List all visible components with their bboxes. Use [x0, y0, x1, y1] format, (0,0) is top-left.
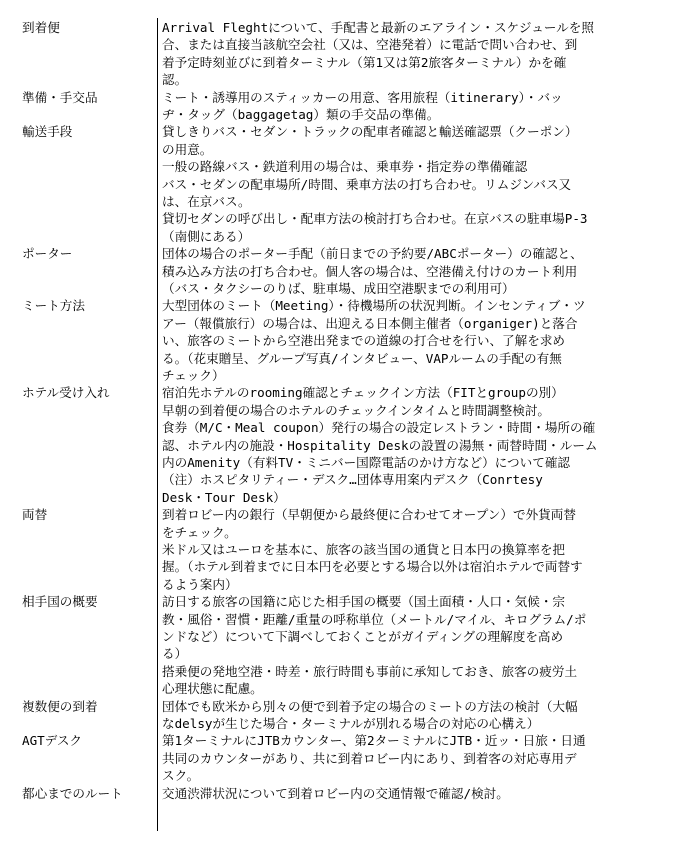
description-line: ヂ・タッグ（baggagetag）類の手交品の準備。	[162, 106, 440, 122]
item-label: 相手国の概要	[22, 594, 98, 610]
description-line: （注）ホスピタリティー・デスク…団体専用案内デスク（Conrtesy	[162, 472, 543, 488]
description-line: 訪日する旅客の国籍に応じた相手国の概要（国土面積・人口・気候・宗	[162, 594, 565, 610]
description-line: ンドなど）について下調べしておくことがガイディングの理解度を高め	[162, 628, 564, 644]
item-label: 到着便	[22, 20, 60, 35]
description-line: （バス・タクシーのりば、駐車場、成田空港駅までの利用可）	[162, 280, 515, 296]
description-line: 積み込み方法の打ち合わせ。個人客の場合は、空港備え付けのカート利用	[162, 263, 578, 279]
description-line: なdelsyが生じた場合・ターミナルが別れる場合の対応の心構え）	[162, 715, 540, 731]
description-line: 宿泊先ホテルのrooming確認とチェックイン方法（FITとgroupの別）	[162, 385, 564, 401]
description-line: 認。	[162, 72, 188, 88]
description-line: 米ドル又はユーロを基本に、旅客の該当国の通貨と日本円の換算率を把	[162, 541, 565, 557]
description-line: 教・風俗・習慣・距離/重量の呼称単位（メートル/マイル、キログラム/ポ	[162, 611, 587, 627]
item-label: ポーター	[22, 246, 73, 262]
description-line: 第1ターミナルにJTBカウンター、第2ターミナルにJTB・近ッ・日旅・日通	[162, 733, 586, 749]
item-label: 輸送手段	[22, 124, 73, 140]
description-line: い、旅客のミートから空港出発までの道線の打合せを行い、了解を求め	[162, 333, 565, 349]
item-description	[162, 698, 682, 733]
description-line: 交通渋滞状況について到着ロビー内の交通情報で確認/検討。	[162, 785, 509, 801]
description-line: 大型団体のミート（Meeting）・待機場所の状況判断。インセンティブ・ツ	[162, 298, 586, 314]
description-line: 共同のカウンターがあり、共に到着ロビー内にあり、到着客の対応専用デ	[162, 750, 577, 766]
description-line: チェック）	[162, 367, 225, 383]
item-description	[162, 506, 682, 593]
description-line: バス・セダンの配車場所/時間、乗車方法の打ち合わせ。リムジンバス又	[162, 176, 572, 192]
item-description	[162, 19, 682, 89]
description-line: 到着ロビー内の銀行（早朝便から最終便に合わせてオープン）で外貨両替	[162, 507, 576, 523]
item-description	[162, 245, 682, 297]
item-description	[162, 89, 682, 124]
description-line: の用意。	[162, 141, 213, 157]
item-label: ミート方法	[22, 298, 85, 314]
description-line: る。（花束贈呈、グループ写真/インタビュー、VAPルームの手配の有無	[162, 350, 562, 366]
description-line: ミート・誘導用のスティッカーの用意、客用旅程（itinerary）・バッ	[162, 89, 563, 105]
item-description	[162, 384, 682, 506]
item-description	[162, 297, 682, 384]
item-description	[162, 593, 682, 697]
item-label: 両替	[22, 507, 48, 523]
description-line: 団体でも欧米から別々の便で到着予定の場合のミートの方法の検討（大幅	[162, 698, 578, 714]
description-line: 貸しきりバス・セダン・トラックの配車者確認と輸送確認票（クーポン）	[162, 124, 578, 140]
description-line: 合、または直接当該航空会社（又は、空港発着）に電話で問い合わせ、到	[162, 37, 578, 53]
description-line: 貸切セダンの呼び出し・配車方法の検討打ち合わせ。在京バスの駐車場P-3	[162, 211, 588, 227]
description-line: 握。（ホテル到着までに日本円を必要とする場合以外は宿泊ホテルで両替す	[162, 559, 583, 575]
description-line: Desk・Tour Desk）	[162, 489, 286, 505]
description-line: 搭乗便の発地空港・時差・旅行時間も事前に承知しておき、旅客の疲労土	[162, 663, 578, 679]
item-label: 準備・手交品	[22, 89, 98, 105]
item-label: 複数便の到着	[22, 698, 98, 714]
description-line: スク。	[162, 768, 200, 784]
description-line: 一般の路線バス・鉄道利用の場合は、乗車券・指定券の準備確認	[162, 159, 528, 175]
item-description	[162, 123, 682, 245]
description-line: るよう案内）	[162, 576, 238, 592]
description-line: 心理状態に配慮。	[162, 681, 263, 697]
description-line: は、在京バス。	[162, 193, 251, 209]
column-divider	[157, 18, 158, 831]
description-line: る）	[162, 646, 188, 662]
description-line: 着予定時刻並びに到着ターミナル（第1又は第2旅客ターミナル）かを確	[162, 54, 567, 70]
description-line: アー（報償旅行）の場合は、出迎える日本側主催者（organiger)と落合	[162, 315, 578, 331]
description-line: 認、ホテル内の施設・Hospitality Deskの設置の湯無・両替時間・ルーム	[162, 437, 598, 453]
item-label: 都心までのルート	[22, 785, 123, 801]
description-line: 食券（M/C・Meal coupon）発行の場合の設定レストラン・時間・場所の確	[162, 420, 596, 436]
description-line: 内のAmenity（有料TV・ミニバー国際電話のかけ方など）について確認	[162, 454, 571, 470]
description-line: をチェック。	[162, 524, 237, 540]
description-line: （南側にある）	[162, 228, 251, 244]
item-description	[162, 732, 682, 784]
description-line: 団体の場合のポーター手配（前日までの予約要/ABCポーター）の確認と、	[162, 246, 583, 262]
description-line: 早朝の到着便の場合のホテルのチェックインタイムと時間調整検討。	[162, 402, 551, 418]
description-line: Arrival Fleghtについて、手配書と最新のエアライン・スケジュールを照	[162, 20, 594, 35]
item-label: AGTデスク	[22, 733, 83, 749]
item-label: ホテル受け入れ	[22, 385, 110, 401]
item-description	[162, 785, 682, 802]
